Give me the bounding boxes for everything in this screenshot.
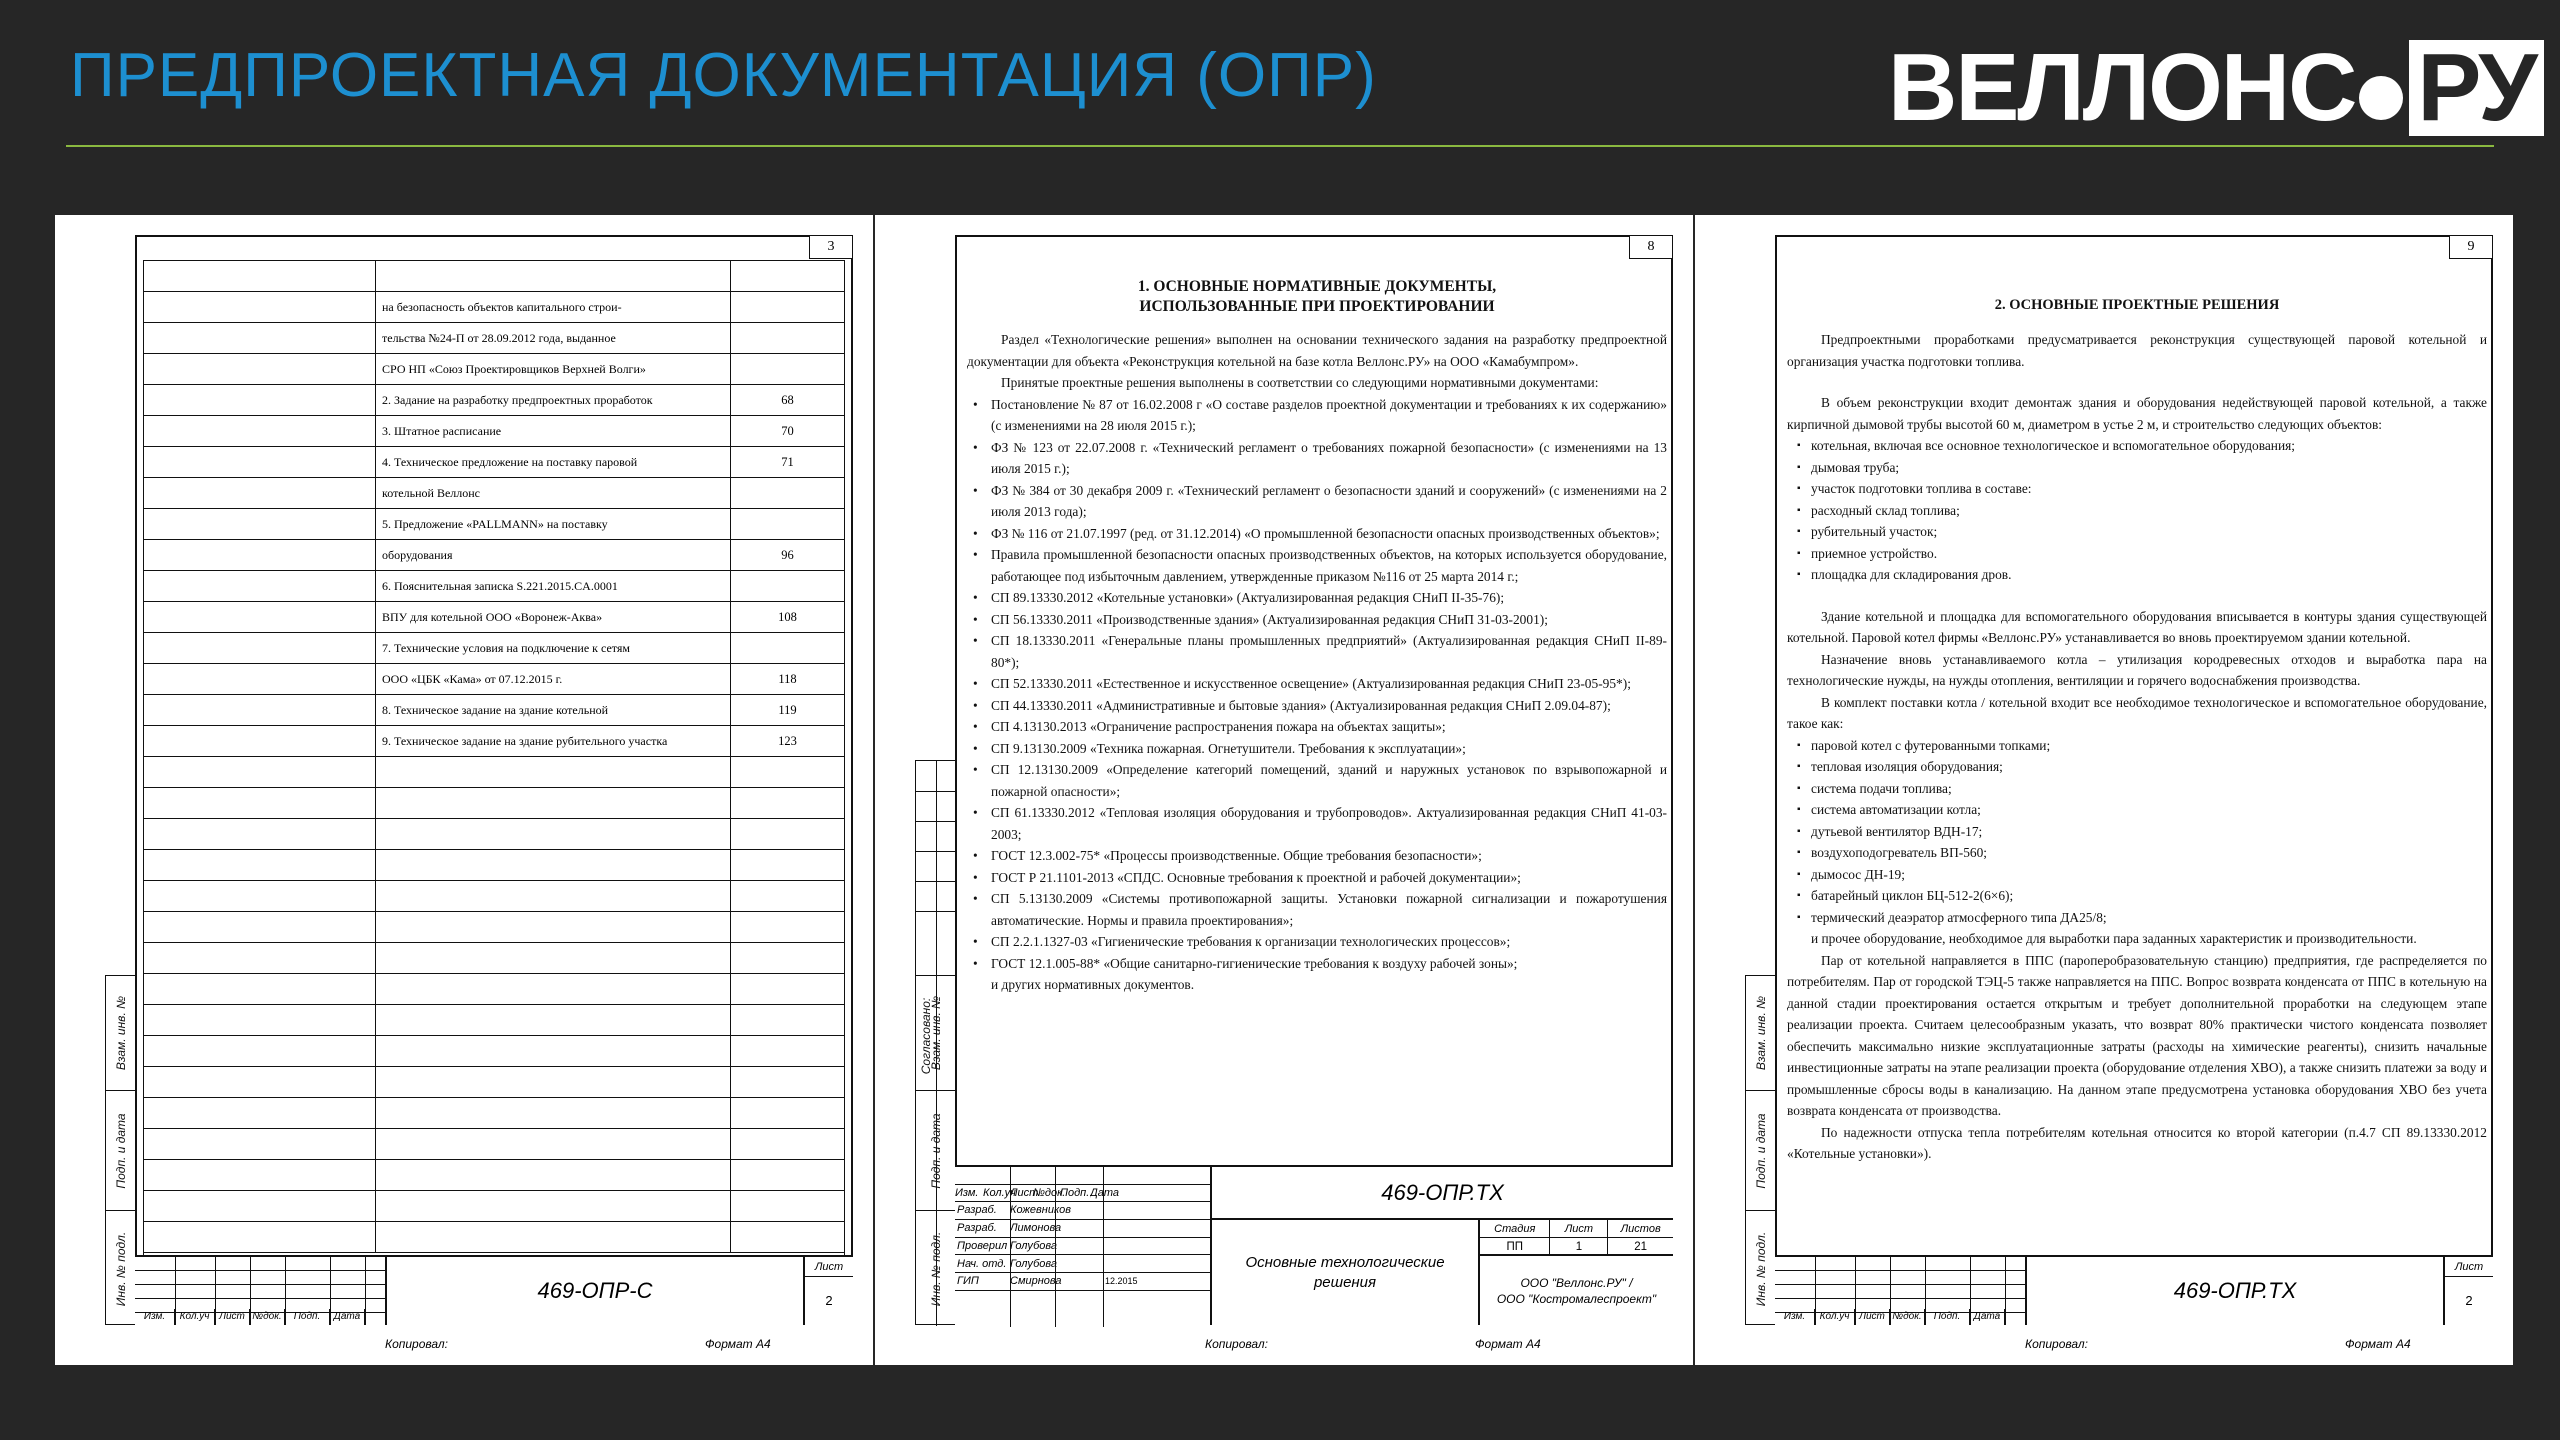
row-page (731, 323, 844, 353)
table-row (144, 478, 844, 509)
row-page (731, 1067, 844, 1097)
row-page (731, 292, 844, 322)
list-item: ▪ расходный склад топлива; (1787, 500, 2487, 522)
row-page (731, 912, 844, 942)
table-row (144, 912, 844, 943)
list-item: • СП 18.13330.2011 «Генеральные планы промышленных предприятий» (Актуализированная редакция СНиП II-89-80*); (967, 630, 1667, 673)
row-title (376, 788, 731, 818)
row-page (731, 1005, 844, 1035)
document-sheet-2 (875, 215, 1693, 1365)
list-item: ▪ площадка для складирования дров. (1787, 564, 2487, 586)
row-title: 3. Штатное расписание (376, 416, 731, 446)
list-tail: и прочее оборудование, необходимое для выработки пара заданных характеристик и производительности. (1811, 931, 2417, 946)
table-row (144, 571, 844, 602)
list-label: Лист (2445, 1257, 2493, 1277)
copy-label: Копировал: (385, 1337, 449, 1351)
row-title (376, 943, 731, 973)
paragraph: Предпроектными проработками предусматривается реконструкция существующей паровой котельной и организация участка подготовки топлива. (1787, 332, 2487, 369)
row-title: 7. Технические условия на подключение к сетям (376, 633, 731, 663)
list-item: • ФЗ № 384 от 30 декабря 2009 г. «Технический регламент о безопасности зданий и сооружений» (с изменениями на 2 июля 2013 года); (967, 480, 1667, 523)
side-label-inventory: Инв. № подл. (114, 1231, 128, 1306)
row-page (731, 943, 844, 973)
paragraph: По надежности отпуска тепла потребителям котельная относится ко второй категории (п.4.7 СП 89.13330.2012 «Котельные установки»). (1787, 1124, 2487, 1161)
row-title: 8. Техническое задание на здание котельной (376, 695, 731, 725)
document-name: Основные технологические решения (1210, 1220, 1478, 1325)
row-page (731, 509, 844, 539)
row-title: СРО НП «Союз Проектировщиков Верхней Волги» (376, 354, 731, 384)
table-row (144, 292, 844, 323)
copy-label: Копировал: (1205, 1337, 1269, 1351)
list-label: Лист (805, 1257, 853, 1277)
format-label: Формат А4 (705, 1337, 771, 1351)
table-row (144, 695, 844, 726)
table-row (144, 1067, 844, 1098)
list-value: 2 (825, 1293, 833, 1308)
table-row (144, 943, 844, 974)
list-item: • ГОСТ 12.3.002-75* «Процессы производственные. Общие требования безопасности»; (967, 845, 1667, 867)
list-item: ▪ термический деаэратор атмосферного типа ДА25/8; (1787, 907, 2487, 929)
row-page (731, 1036, 844, 1066)
row-title (376, 912, 731, 942)
list-item: • СП 44.13330.2011 «Административные и бытовые здания» (Актуализированная редакция СНиП 2.09.04-87); (967, 695, 1667, 717)
vellons-logo (1888, 34, 2544, 141)
list-item: ▪ участок подготовки топлива в составе: (1787, 478, 2487, 500)
title-block (1775, 1255, 2493, 1325)
paragraph: В комплект поставки котла / котельной входит все необходимое технологическое и вспомогательное оборудование, такое как: (1787, 694, 2487, 731)
table-row (144, 633, 844, 664)
row-title (376, 1098, 731, 1128)
table-row (144, 447, 844, 478)
stamp-headers: Изм. Кол.уч Лист №док. Подп. Дата (1775, 1309, 2025, 1325)
table-row (144, 323, 844, 354)
side-label-inventory: Инв. № подл. (1754, 1231, 1768, 1306)
list-item: ▪ дымосос ДН-19; (1787, 864, 2487, 886)
header-divider (66, 145, 2494, 147)
paragraph: В объем реконструкции входит демонтаж здания и оборудования недействующей паровой котельной, а также кирпичной дымовой трубы высотой 60 м, диаметром в устье 2 м, и строительство следующих объектов: (1787, 395, 2487, 432)
signature-row: Разраб. Лимонова (955, 1220, 1210, 1238)
table-row (144, 1160, 844, 1191)
main-title-block (955, 1165, 1673, 1325)
document-sheet-3 (1695, 215, 2513, 1365)
side-stamp (915, 975, 955, 1325)
row-title: 2. Задание на разработку предпроектных проработок (376, 385, 731, 415)
objects-list (1787, 435, 2487, 586)
row-title (376, 850, 731, 880)
list-item: • СП 4.13130.2013 «Ограничение распространения пожара на объектах защиты»; (967, 716, 1667, 738)
logo-text: ВЕЛЛОНС (1888, 34, 2356, 141)
table-row (144, 1191, 844, 1222)
row-page (731, 819, 844, 849)
equipment-list (1787, 735, 2487, 929)
list-item: ▪ тепловая изоляция оборудования; (1787, 756, 2487, 778)
copy-label: Копировал: (2025, 1337, 2089, 1351)
index-table (143, 260, 845, 1275)
list-item: • Постановление № 87 от 16.02.2008 г «О составе разделов проектной документации и требованиях к их содержанию» (с изменениями на 28 июля 2015 г.); (967, 394, 1667, 437)
table-row (144, 881, 844, 912)
paragraph: Принятые проектные решения выполнены в соответствии со следующими нормативными документами: (1001, 375, 1599, 390)
side-label-signature: Подп. и дата (114, 1112, 128, 1189)
side-label-signature: Подп. и дата (1754, 1112, 1768, 1189)
list-item: • СП 89.13330.2012 «Котельные установки» (Актуализированная редакция СНиП II-35-76); (967, 587, 1667, 609)
section-heading: 2. ОСНОВНЫЕ ПРОЕКТНЫЕ РЕШЕНИЯ (1994, 297, 2280, 313)
table-row (144, 1036, 844, 1067)
list-item: ▪ рубительный участок; (1787, 521, 2487, 543)
table-row (144, 602, 844, 633)
paragraph: Назначение вновь устанавливаемого котла – утилизация кородревесных отходов и выработка пара на технологические нужды, на нужды отопления, вентиляции и горячего водоснабжения производства. (1787, 651, 2487, 688)
row-page (731, 1191, 844, 1221)
document-code: 469-ОПР.ТХ (1210, 1167, 1673, 1220)
row-title: ВПУ для котельной ООО «Воронеж-Аква» (376, 602, 731, 632)
table-row (144, 540, 844, 571)
row-title: котельной Веллонс (376, 478, 731, 508)
row-title: 9. Техническое задание на здание рубительного участка (376, 726, 731, 756)
agreed-label: Согласовано: (919, 997, 933, 1075)
row-title (376, 1191, 731, 1221)
row-page (731, 974, 844, 1004)
signatures-grid (955, 1167, 1210, 1327)
row-page (731, 881, 844, 911)
sheet-text (1787, 255, 2487, 1165)
stamp-headers: Изм. Кол.уч Лист №док. Подп. Дата (135, 1309, 385, 1325)
list-item: • ГОСТ Р 21.1101-2013 «СПДС. Основные требования к проектной и рабочей документации»; (967, 867, 1667, 889)
row-page: 119 (778, 703, 797, 717)
row-page: 123 (778, 734, 797, 748)
table-row (144, 416, 844, 447)
row-page: 68 (781, 393, 794, 407)
sheet-number: 9 (2449, 235, 2493, 259)
row-page (731, 850, 844, 880)
sheet-number: 8 (1629, 235, 1673, 259)
row-title (376, 1067, 731, 1097)
table-row (144, 788, 844, 819)
side-label-replace: Взам. инв. № (114, 995, 128, 1071)
table-row (144, 757, 844, 788)
signature-row: Проверил Голубова (955, 1238, 1210, 1256)
row-title (376, 1005, 731, 1035)
list-item: ▪ батарейный циклон БЦ-512-2(6×6); (1787, 885, 2487, 907)
list-item: • ФЗ № 116 от 21.07.1997 (ред. от 31.12.2014) «О промышленной безопасности опасных производственных объектов»; (967, 523, 1667, 545)
list-item: ▪ дутьевой вентилятор ВДН-17; (1787, 821, 2487, 843)
list-item: ▪ дымовая труба; (1787, 457, 2487, 479)
table-row (144, 1098, 844, 1129)
row-title (376, 1129, 731, 1159)
list-item: ▪ воздухоподогреватель ВП-560; (1787, 842, 2487, 864)
logo-dot-icon (2359, 76, 2403, 120)
organization: ООО "Веллонс.РУ" / ООО "Костромалеспроект" (1478, 1256, 1673, 1325)
row-title: тельства №24-П от 28.09.2012 года, выданное (376, 323, 731, 353)
paragraph: Здание котельной и площадка для вспомогательного оборудования вписывается в контуры здания существующей котельной. Паровой котел фирмы «Веллонс.РУ» устанавливается во вновь проектируемом здании котельной. (1787, 608, 2487, 645)
table-row (144, 354, 844, 385)
document-code: 469-ОПР.ТХ (2025, 1257, 2443, 1325)
row-page (731, 261, 844, 291)
row-title: 4. Техническое предложение на поставку паровой (376, 447, 731, 477)
row-page (731, 788, 844, 818)
row-title: оборудования (376, 540, 731, 570)
row-page (731, 1129, 844, 1159)
table-row (144, 385, 844, 416)
sheet-number: 3 (809, 235, 853, 259)
row-title (376, 261, 731, 291)
signature-row: ГИП Смирнова 12.2015 (955, 1273, 1210, 1291)
row-title: ООО «ЦБК «Кама» от 07.12.2015 г. (376, 664, 731, 694)
logo-ru: РУ (2409, 40, 2543, 136)
list-item: • СП 9.13130.2009 «Техника пожарная. Огнетушители. Требования к эксплуатации»; (967, 738, 1667, 760)
list-item: ▪ система автоматизации котла; (1787, 799, 2487, 821)
row-page (731, 1222, 844, 1252)
side-label-inventory: Инв. № подл. (929, 1231, 943, 1306)
row-page (731, 757, 844, 787)
list-item: ▪ паровой котел с футерованными топками; (1787, 735, 2487, 757)
paragraph: Раздел «Технологические решения» выполнен на основании технического задания на разработку предпроектной документации для объекта «Реконструкция котельной на базе котла Веллонс.РУ» на ООО «Камабумпром». (967, 332, 1667, 369)
row-title: 6. Пояснительная записка S.221.2015.CA.0001 (376, 571, 731, 601)
list-tail: и других нормативных документов. (991, 977, 1195, 992)
table-row (144, 1129, 844, 1160)
row-page (731, 478, 844, 508)
row-page: 71 (781, 455, 794, 469)
stamp-headers: Изм. Кол.уч Лист №док. Подп. Дата (955, 1185, 1210, 1203)
format-label: Формат А4 (1475, 1337, 1541, 1351)
row-page: 108 (778, 610, 797, 624)
list-item: • СП 52.13330.2011 «Естественное и искусственное освещение» (Актуализированная редакция СНиП 23-05-95*); (967, 673, 1667, 695)
paragraph: Пар от котельной направляется в ППС (пароперобразовательную станцию) предприятия, где распределяется по потребителям. Пар от городской ТЭЦ-5 также направляется на ППС. Вопрос возврата конденсата от ППС в котельную на данной стадии проектирования остается открытым и требует дополнительной проработки на следующем этапе реализации проекта. Считаем целесообразным указать, что возврат 80% практически чистого конденсата позволяет обеспечить максимально низкие эксплуатационные затраты (расходы на химические реагенты), снизить начальные инвестиционные затраты на этапе реализации проекта (оборудование отделения ХВО), а также снизить платежи за воду и промышленные сбросы воды в канализацию. На данном этапе предусмотрена установка оборудования ХВО без учета возврата конденсата от производства. (1787, 952, 2487, 1118)
list-item: • ГОСТ 12.1.005-88* «Общие санитарно-гигиенические требования к воздуху рабочей зоны»; (967, 953, 1667, 975)
row-title (376, 1160, 731, 1190)
row-page (731, 633, 844, 663)
normative-list (967, 394, 1667, 975)
document-sheet-1 (55, 215, 873, 1365)
list-item: ▪ система подачи топлива; (1787, 778, 2487, 800)
table-row (144, 819, 844, 850)
list-item: • СП 2.2.1.1327-03 «Гигиенические требования к организации технологических процессов»; (967, 931, 1667, 953)
table-row (144, 509, 844, 540)
table-row (144, 850, 844, 881)
row-title: на безопасность объектов капитального строи- (376, 292, 731, 322)
row-title (376, 974, 731, 1004)
row-title (376, 1222, 731, 1252)
page-title: ПРЕДПРОЕКТНАЯ ДОКУМЕНТАЦИЯ (ОПР) (70, 41, 1377, 110)
list-value: 2 (2465, 1293, 2473, 1308)
document-code: 469-ОПР-С (385, 1257, 803, 1325)
signature-row: Нач. отд. Голубова (955, 1256, 1210, 1274)
table-row (144, 726, 844, 757)
row-page: 118 (778, 672, 797, 686)
row-title (376, 1036, 731, 1066)
row-title (376, 757, 731, 787)
row-page (731, 1160, 844, 1190)
side-label-signature: Подп. и дата (929, 1112, 943, 1189)
list-item: ▪ котельная, включая все основное технологическое и вспомогательное оборудования; (1787, 435, 2487, 457)
side-stamp (105, 975, 135, 1325)
row-title (376, 819, 731, 849)
list-item: • СП 61.13330.2012 «Тепловая изоляция оборудования и трубопроводов». Актуализированная редакция СНиП 41-03-2003; (967, 802, 1667, 845)
row-title: 5. Предложение «PALLMANN» на поставку (376, 509, 731, 539)
list-item: • СП 5.13130.2009 «Системы противопожарной защиты. Установки пожарной сигнализации и пожаротушения автоматические. Нормы и правила проектирования»; (967, 888, 1667, 931)
sheet-text (967, 255, 1667, 996)
side-stamp (1745, 975, 1775, 1325)
section-heading: 1. ОСНОВНЫЕ НОРМАТИВНЫЕ ДОКУМЕНТЫ, ИСПОЛЬЗОВАННЫЕ ПРИ ПРОЕКТИРОВАНИИ (1137, 278, 1497, 315)
row-page (731, 1098, 844, 1128)
list-item: • СП 12.13130.2009 «Определение категорий помещений, зданий и наружных установок по взрывопожарной и пожарной опасности»; (967, 759, 1667, 802)
table-row (144, 1005, 844, 1036)
row-page (731, 354, 844, 384)
table-row (144, 261, 844, 292)
row-title (376, 881, 731, 911)
list-item: ▪ приемное устройство. (1787, 543, 2487, 565)
format-label: Формат А4 (2345, 1337, 2411, 1351)
list-item: • Правила промышленной безопасности опасных производственных объектов, на которых используется оборудование, работающее под избыточным давлением, утвержденные приказом №116 от 25 марта 2014 г.; (967, 544, 1667, 587)
signature-row: Разраб. Кожевников (955, 1202, 1210, 1220)
table-row (144, 664, 844, 695)
side-label-replace: Взам. инв. № (1754, 995, 1768, 1071)
row-page: 96 (781, 548, 794, 562)
row-page: 70 (781, 424, 794, 438)
side-label-replace: Взам. инв. № (929, 995, 943, 1071)
table-row (144, 1222, 844, 1253)
stage-block: Стадия ПП Лист 1 Листов 21 (1478, 1220, 1673, 1256)
list-item: • ФЗ № 123 от 22.07.2008 г. «Технический регламент о требованиях пожарной безопасности» (с изменениями на 13 июля 2015 г.); (967, 437, 1667, 480)
row-page (731, 571, 844, 601)
title-block (135, 1255, 853, 1325)
table-row (144, 974, 844, 1005)
list-item: • СП 56.13330.2011 «Производственные здания» (Актуализированная редакция СНиП 31-03-2001); (967, 609, 1667, 631)
